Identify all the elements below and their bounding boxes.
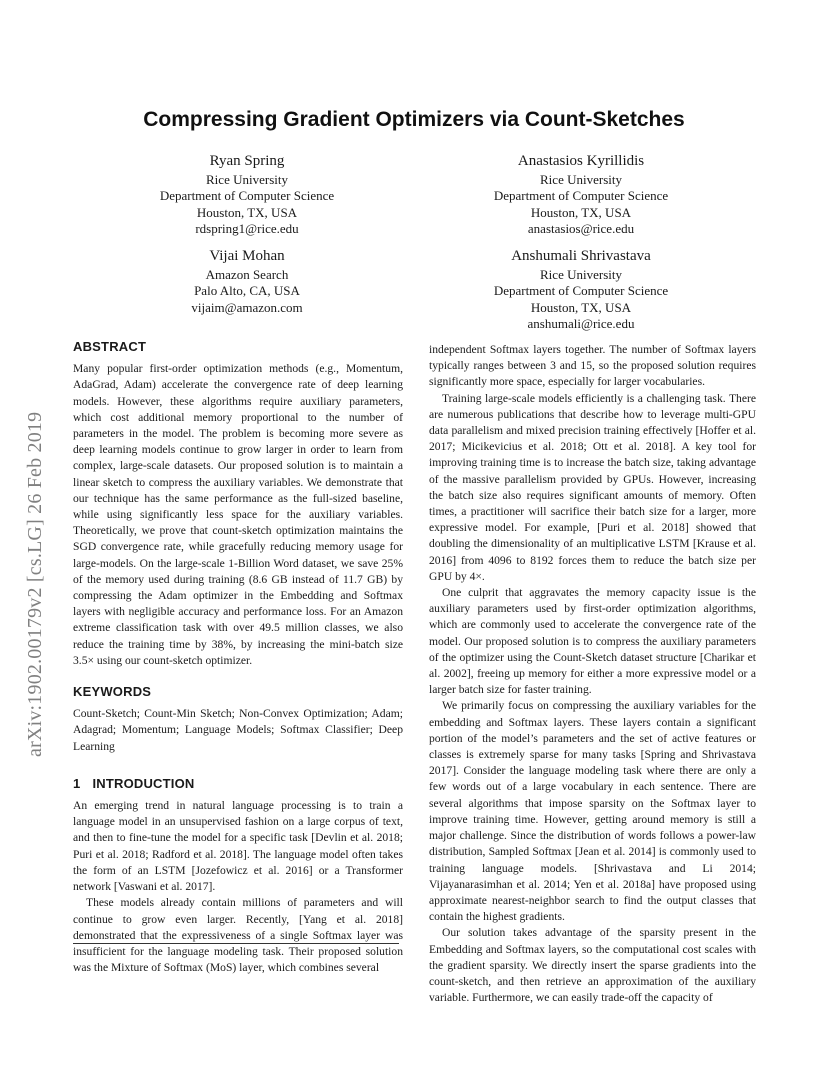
author-email: anastasios@rice.edu: [527, 221, 635, 237]
author-location: Houston, TX, USA: [530, 299, 632, 315]
author-email: anshumali@rice.edu: [527, 316, 635, 332]
section-title: INTRODUCTION: [92, 775, 195, 791]
author-department: Department of Computer Science: [159, 188, 335, 204]
paragraph: These models already contain millions of parameters and will continue to grow even larger. Recently, [Yang et al. 2018] demonstrated that the expressiveness of a single Softmax layer was insufficient for the language modeling task. Their proposed solution was the Mixture of Softmax (MoS) layer, which combines several: [73, 896, 403, 975]
author-affiliation: Amazon Search: [205, 267, 289, 282]
keywords-text: Count-Sketch; Count-Min Sketch; Non-Convex Optimization; Adam; Adagrad; Momentum; Language Models; Softmax Classifier; Deep Learning: [73, 707, 403, 753]
author-location: Houston, TX, USA: [530, 204, 632, 220]
abstract-text: Many popular first-order optimization methods (e.g., Momentum, AdaGrad, Adam) accelerate the convergence rate of deep learning models. However, these algorithms require auxiliary parameters, which cost additional memory proportional to the number of parameters in the model. The problem is becoming more severe as deep learning models continue to grow larger in order to learn from complex, large-scale datasets. Our proposed solution is to maintain a linear sketch to compress the auxiliary variables. We demonstrate that our technique has the same performance as the full-sized baseline, while using significantly less space for the auxiliary variables. Theoretically, we prove that count-sketch optimization maintains the SGD convergence rate, while gracefully reducing memory usage for large-models. On the large-scale 1-Billion Word dataset, we save 25% of the memory used during training (8.6 GB instead of 11.7 GB) by compressing the Adam optimizer in the Embedding and Softmax layers with negligible accuracy and performance loss. For an Amazon extreme classification task with over 49.5 million classes, we also reduce the training time by 38%, by increasing the mini-batch size 3.5× using our count-sketch optimizer.: [73, 362, 403, 667]
paper-title: Compressing Gradient Optimizers via Count-Sketches: [143, 108, 685, 131]
author-name: Vijai Mohan: [209, 248, 285, 264]
left-column: [73, 339, 403, 976]
author-department: Department of Computer Science: [493, 188, 669, 204]
introduction-heading: [73, 776, 403, 792]
keywords-heading: KEYWORDS: [73, 684, 152, 700]
right-column: [429, 342, 756, 1006]
section-number: 1: [73, 775, 81, 791]
author-affiliation: Rice University: [206, 172, 288, 187]
author-name: Ryan Spring: [209, 153, 285, 169]
author-department: Department of Computer Science: [493, 283, 669, 299]
author-email: rdspring1@rice.edu: [195, 221, 299, 237]
author-block: [421, 247, 741, 333]
author-name: Anshumali Shrivastava: [511, 248, 651, 264]
author-affiliation: Rice University: [540, 172, 622, 187]
arxiv-stamp-text: arXiv:1902.00179v2 [cs.LG] 26 Feb 2019: [24, 411, 46, 757]
author-email: vijaim@amazon.com: [191, 299, 303, 315]
author-name: Anastasios Kyrillidis: [517, 153, 645, 169]
abstract-heading: ABSTRACT: [73, 339, 147, 354]
paragraph: One culprit that aggravates the memory capacity issue is the auxiliary parameters used by first-order optimization algorithms, which are commonly used to accelerate the convergence rate of the model. Our proposed solution is to compress the auxiliary parameters of the optimizer using the Count-Sketch dataset structure [Charikar et al. 2002], freeing up memory for either a more expressive model or a larger batch size for faster training.: [429, 586, 756, 697]
paragraph: We primarily focus on compressing the auxiliary variables for the embedding and Softmax layers. These layers contain a significant portion of the model’s parameters and the set of active features or classes is extremely sparse for many tasks [Spring and Shrivastava 2017]. Consider the language modeling task where there are only a few words out of a large vocabulary in each sentence. There are several algorithms that impose sparsity on the Softmax layer to improve training time. However, getting around memory is still a major challenge. Since the distribution of words follows a power-law distribution, Sampled Softmax [Jean et al. 2014] is commonly used to training language models. [Shrivastava and Li 2014; Vijayanarasimhan et al. 2014; Yen et al. 2018a] have proposed using approximate nearest-neighbor search to find the output classes that contain the highest gradients.: [429, 699, 756, 924]
arxiv-stamp: [22, 287, 46, 757]
paragraph: independent Softmax layers together. The number of Softmax layers typically ranges between 3 and 15, so the proposed solution requires significantly more space, especially for larger vocabularies.: [429, 343, 756, 389]
paragraph: Training large-scale models efficiently is a challenging task. There are numerous publications that describe how to leverage multi-GPU data parallelism and mixed precision training effectively [Hoffer et al. 2017; Micikevicius et al. 2018; Ott et al. 2018]. A key tool for improving training time is to increase the batch size, taking advantage of the massive parallelism provided by GPUs. However, increasing the batch size also requires significant amounts of memory. Often times, a practitioner will sacrifice their batch size for a larger, more expressive model. For example, [Puri et al. 2018] showed that doubling the dimensionality of an multiplicative LSTM [Krause et al. 2016] from 4096 to 8192 forces them to reduce the batch size per GPU by 4×.: [429, 391, 756, 583]
paragraph: Our solution takes advantage of the sparsity present in the Embedding and Softmax layers, so the computational cost scales with the gradient sparsity. We directly insert the sparse gradients into the count-sketch, and then retrieve an approximation of the auxiliary variable. Furthermore, we can easily trade-off the capacity of: [429, 926, 756, 1005]
paragraph: An emerging trend in natural language processing is to train a language model in an unsupervised fashion on a large corpus of text, and then to fine-tune the model for a specific task [Devlin et al. 2018; Puri et al. 2018; Radford et al. 2018]. The language model often takes the form of an LSTM [Jozefowicz et al. 2016] or a Transformer network [Vaswani et al. 2017].: [73, 799, 403, 894]
author-affiliation: Rice University: [540, 267, 622, 282]
author-location: Houston, TX, USA: [196, 204, 298, 220]
author-block: [87, 152, 407, 238]
author-block: [87, 247, 407, 316]
author-location: Palo Alto, CA, USA: [194, 283, 300, 299]
author-block: [421, 152, 741, 238]
footnote-rule: [73, 943, 399, 944]
